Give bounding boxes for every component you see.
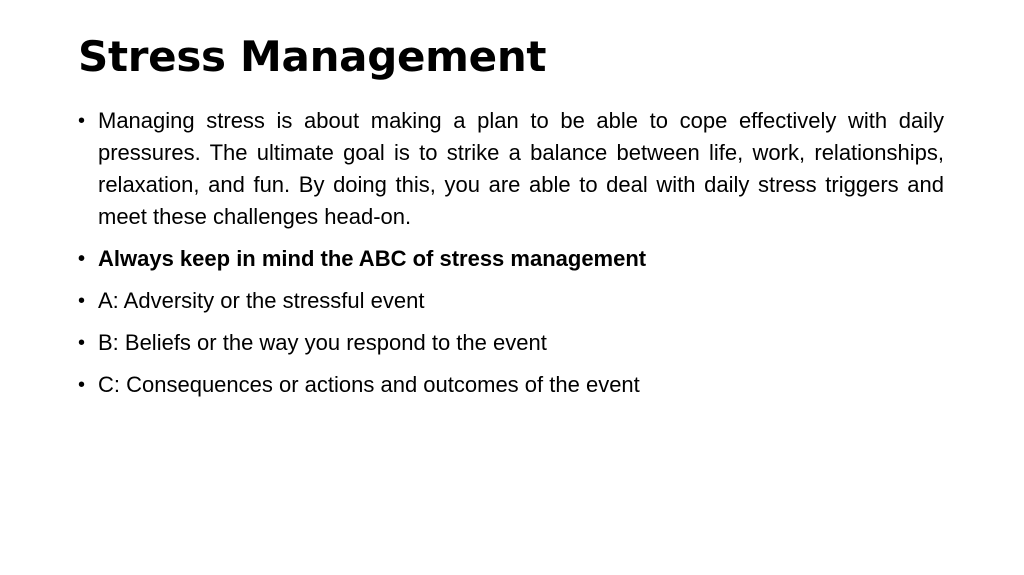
bullet-item-consequences: • C: Consequences or actions and outcomes of the event (78, 369, 944, 401)
bullet-item-beliefs: • B: Beliefs or the way you respond to the event (78, 327, 944, 359)
bullet-item-intro: • Managing stress is about making a plan to be able to cope effectively with daily pressures. The ultimate goal is to strike a balance between life, work, relationships, relaxation, and fun. By doing this, you are able to deal with daily stress triggers and meet these challenges head-on. (78, 105, 944, 233)
bullet-list (78, 105, 944, 411)
slide-title: Stress Management (78, 32, 547, 81)
bullet-item-abc-heading: • Always keep in mind the ABC of stress management (78, 243, 944, 275)
bullet-item-adversity: • A: Adversity or the stressful event (78, 285, 944, 317)
